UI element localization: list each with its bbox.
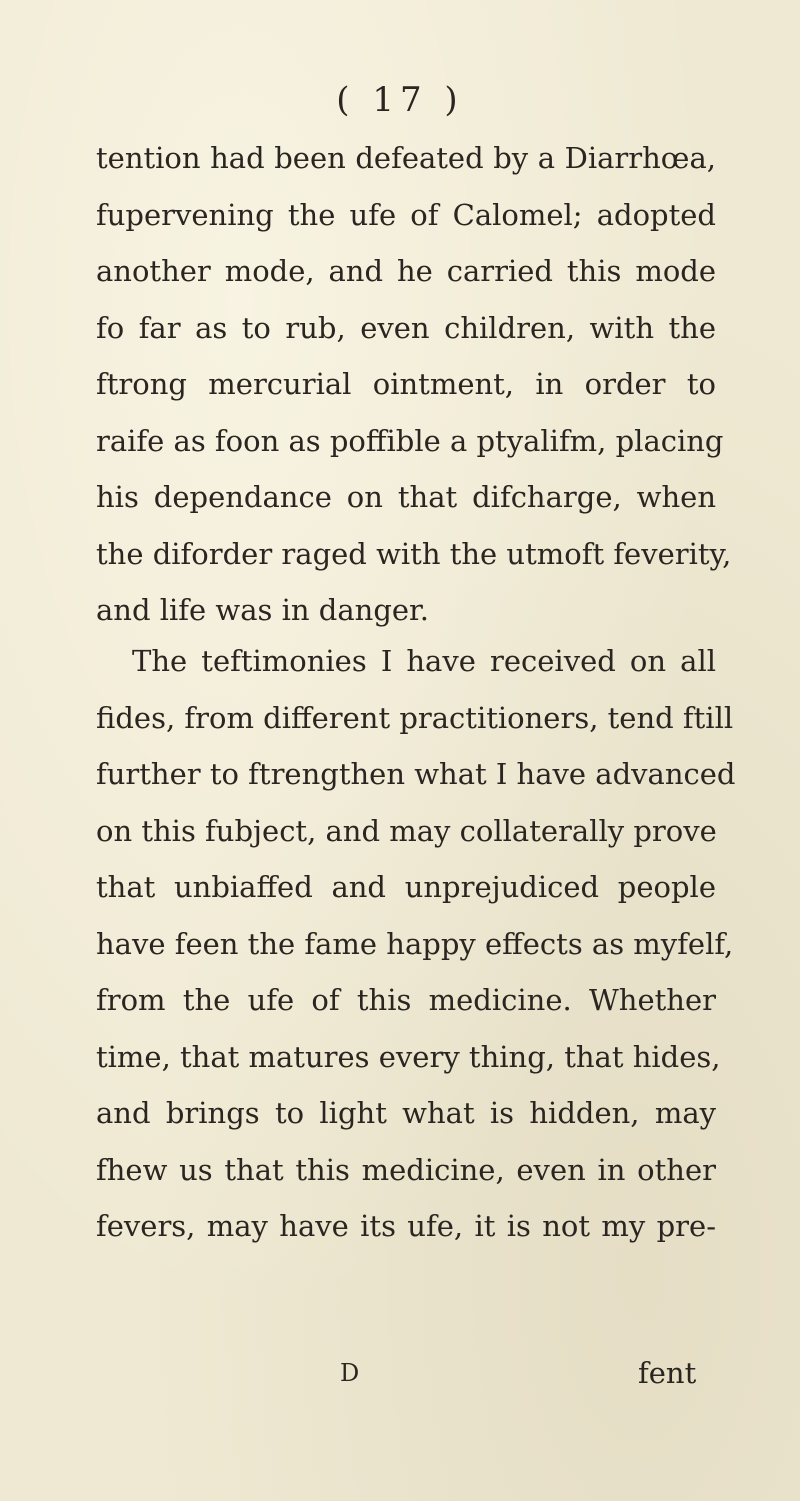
text-line: the diforder raged with the utmoft feverity, bbox=[96, 536, 732, 571]
text-line: and brings to light what is hidden, may bbox=[96, 1096, 716, 1130]
text-line: and life was in danger. bbox=[96, 593, 429, 627]
text-line: ftrong mercurial ointment, in order to bbox=[96, 367, 716, 401]
text-line: fhew us that this medicine, even in other bbox=[96, 1152, 716, 1187]
text-line: time, that matures every thing, that hides, bbox=[96, 1039, 721, 1074]
text-line: his dependance on that difcharge, when bbox=[96, 480, 716, 514]
signature-mark: D bbox=[340, 1359, 360, 1387]
paragraph-2 bbox=[96, 633, 736, 1255]
text-line: fupervening the ufe of Calomel; adopted bbox=[96, 197, 716, 232]
page-footer bbox=[0, 1345, 800, 1401]
text-line: have feen the fame happy effects as myfelf, bbox=[96, 926, 734, 961]
text-line: raife as foon as poffible a ptyalifm, placing bbox=[96, 423, 724, 458]
text-line: fides, from different practitioners, tend ftill bbox=[96, 700, 734, 735]
text-line: fo far as to rub, even children, with the bbox=[96, 310, 716, 345]
text-line: another mode, and he carried this mode bbox=[96, 254, 716, 288]
text-line: further to ftrengthen what I have advanced bbox=[96, 757, 736, 791]
catchword: fent bbox=[638, 1356, 697, 1390]
text-line: fevers, may have its ufe, it is not my pre- bbox=[96, 1209, 716, 1243]
text-line: that unbiaffed and unprejudiced people bbox=[96, 870, 716, 904]
paragraph-1 bbox=[96, 130, 732, 639]
text-line: from the ufe of this medicine. Whether bbox=[96, 983, 716, 1017]
text-line: The teftimonies I have received on all bbox=[132, 644, 716, 678]
text-line: tention had been defeated by a Diarrhœa, bbox=[96, 141, 716, 175]
text-line: on this fubject, and may collaterally prove bbox=[96, 813, 717, 848]
page-number-header: ( 17 ) bbox=[336, 80, 464, 120]
